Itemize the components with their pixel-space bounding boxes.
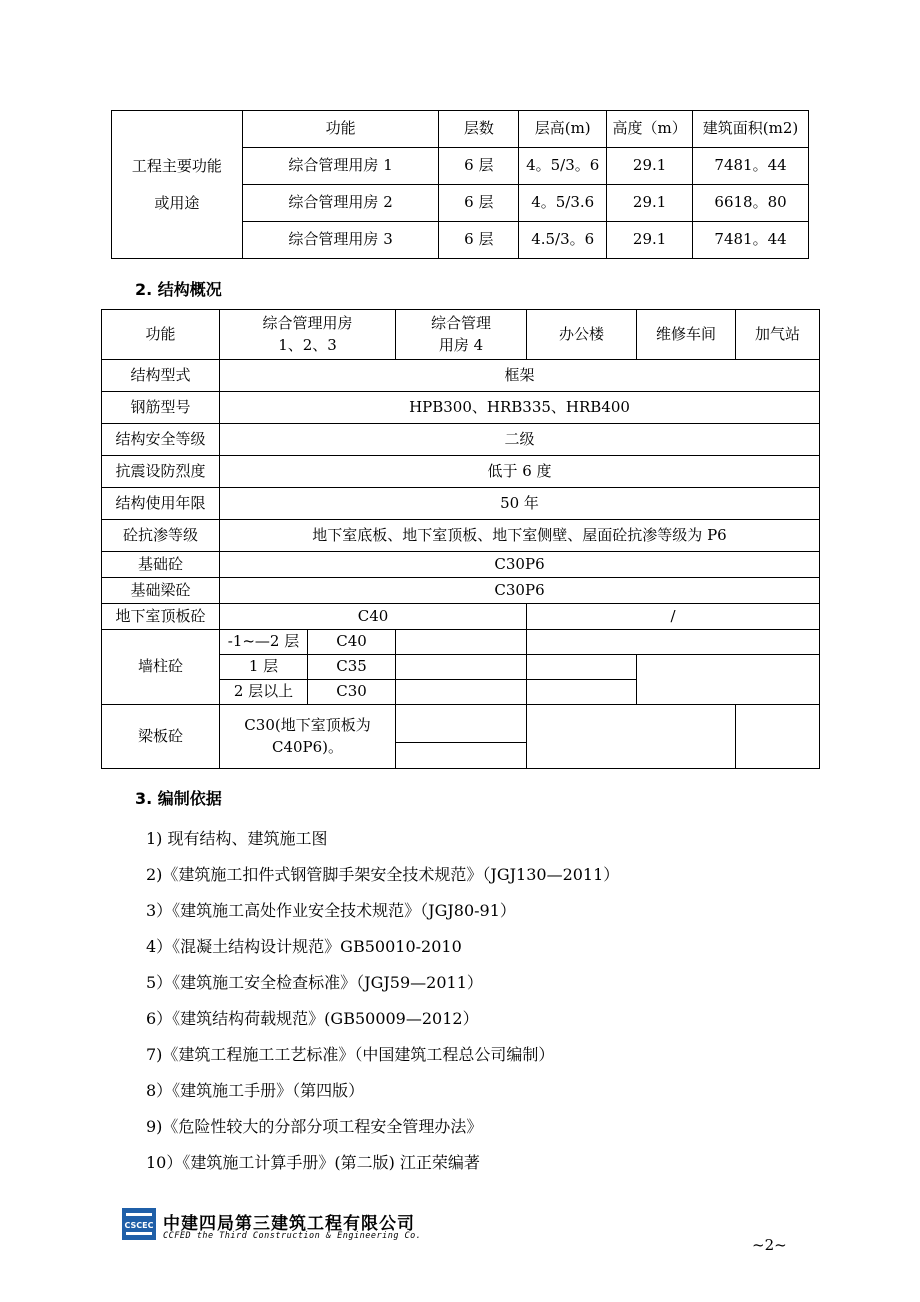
row-label: 钢筋型号 [102, 392, 220, 424]
function-row-label [112, 111, 243, 259]
page-number: ~2~ [752, 1236, 787, 1254]
row-label: 结构使用年限 [102, 488, 220, 520]
function-table [111, 110, 809, 259]
header-admin-1-3 [220, 310, 396, 360]
header-floors: 层数 [439, 111, 519, 148]
row-label: 基础砼 [102, 552, 220, 578]
cell-floor-height: 4。5/3。6 [519, 148, 607, 185]
reference-item: 8）《建筑施工手册》（第四版） [146, 1081, 365, 1100]
table-row [102, 630, 820, 655]
empty-cell [527, 655, 637, 680]
row-label: 结构型式 [102, 360, 220, 392]
header-function: 功能 [102, 310, 220, 360]
header-floor-height: 层高(m) [519, 111, 607, 148]
header-gas-station: 加气站 [736, 310, 820, 360]
wall-floor-cell: 2 层以上 [220, 680, 308, 705]
cell-height: 29.1 [607, 222, 693, 259]
table-row [102, 488, 820, 520]
row-label: 砼抗渗等级 [102, 520, 220, 552]
function-row-label-line1: 工程主要功能 [131, 156, 222, 175]
row-label: 抗震设防烈度 [102, 456, 220, 488]
beam-slab-value-line1: C30(地下室顶板为 [244, 715, 371, 734]
row-value: C30P6 [220, 552, 820, 578]
row-value: 50 年 [220, 488, 820, 520]
row-label: 地下室顶板砼 [102, 604, 220, 630]
wall-grade-cell: C30 [308, 680, 396, 705]
reference-item: 9)《危险性较大的分部分项工程安全管理办法》 [146, 1117, 483, 1136]
header-area: 建筑面积(m2) [693, 111, 809, 148]
wall-grade-cell: C35 [308, 655, 396, 680]
empty-cell [527, 630, 820, 655]
cell-area: 7481。44 [693, 222, 809, 259]
row-value: C30P6 [220, 578, 820, 604]
table-row [102, 520, 820, 552]
cell-area: 6618。80 [693, 185, 809, 222]
cell-building: 综合管理用房 1 [242, 148, 439, 185]
row-label: 基础梁砼 [102, 578, 220, 604]
cell-building: 综合管理用房 3 [242, 222, 439, 259]
section-2-title: 2. 结构概况 [135, 280, 222, 299]
table-row [102, 360, 820, 392]
reference-item: 1) 现有结构、建筑施工图 [146, 829, 328, 848]
row-value: 低于 6 度 [220, 456, 820, 488]
section-3-title: 3. 编制依据 [135, 789, 222, 808]
cell-building: 综合管理用房 2 [242, 185, 439, 222]
row-label: 梁板砼 [102, 705, 220, 769]
table-row [102, 424, 820, 456]
reference-item: 2)《建筑施工扣件式钢管脚手架安全技术规范》（JGJ130—2011） [146, 865, 620, 884]
empty-cell [396, 630, 527, 655]
header-function: 功能 [242, 111, 439, 148]
empty-cell [527, 680, 637, 705]
cell-floor-height: 4。5/3.6 [519, 185, 607, 222]
header-admin-4 [396, 310, 527, 360]
empty-cell [396, 680, 527, 705]
cell-floors: 6 层 [439, 148, 519, 185]
table-row [102, 705, 820, 743]
beam-slab-value [220, 705, 396, 769]
row-label: 结构安全等级 [102, 424, 220, 456]
company-name-en: CCFED the Third Construction & Engineering Co. [163, 1231, 422, 1241]
header-admin-4-line2: 用房 4 [438, 335, 484, 354]
row-value: 地下室底板、地下室顶板、地下室侧壁、屋面砼抗渗等级为 P6 [220, 520, 820, 552]
empty-cell [396, 655, 527, 680]
cell-height: 29.1 [607, 185, 693, 222]
reference-item: 3）《建筑施工高处作业安全技术规范》（JGJ80-91） [146, 901, 516, 920]
header-workshop: 维修车间 [637, 310, 736, 360]
header-height: 高度（m） [607, 111, 693, 148]
cell-floors: 6 层 [439, 185, 519, 222]
reference-item: 10）《建筑施工计算手册》(第二版) 江正荣编著 [146, 1153, 480, 1172]
logo-text: CSCEC [124, 1221, 154, 1230]
table-row [102, 552, 820, 578]
structure-header-row [102, 310, 820, 360]
wall-floor-cell: 1 层 [220, 655, 308, 680]
reference-item: 5）《建筑施工安全检查标准》（JGJ59—2011） [146, 973, 483, 992]
reference-item: 7)《建筑工程施工工艺标准》（中国建筑工程总公司编制） [146, 1045, 555, 1064]
table-row [102, 456, 820, 488]
row-value-other: / [527, 604, 820, 630]
cell-area: 7481。44 [693, 148, 809, 185]
reference-item: 6）《建筑结构荷载规范》(GB50009—2012） [146, 1009, 479, 1028]
beam-slab-value-line2: C40P6)。 [271, 737, 344, 756]
row-value: 二级 [220, 424, 820, 456]
row-value: HPB300、HRB335、HRB400 [220, 392, 820, 424]
company-name-cn: 中建四局第三建筑工程有限公司 [163, 1214, 415, 1234]
empty-cell [736, 705, 820, 769]
cell-height: 29.1 [607, 148, 693, 185]
function-row-label-line2: 或用途 [154, 193, 200, 212]
table-row [102, 578, 820, 604]
empty-cell [396, 705, 527, 743]
empty-cell [396, 743, 527, 769]
table-row [102, 604, 820, 630]
empty-cell [527, 705, 736, 769]
wall-floor-cell: -1~—2 层 [220, 630, 308, 655]
header-admin-1-3-line2: 1、2、3 [278, 335, 337, 354]
structure-table [101, 309, 820, 769]
company-logo-icon [122, 1208, 156, 1240]
row-value: 框架 [220, 360, 820, 392]
wall-grade-cell: C40 [308, 630, 396, 655]
header-admin-1-3-line1: 综合管理用房 [262, 313, 353, 332]
cell-floors: 6 层 [439, 222, 519, 259]
table-row [102, 392, 820, 424]
row-value: C40 [220, 604, 527, 630]
cell-floor-height: 4.5/3。6 [519, 222, 607, 259]
reference-item: 4）《混凝土结构设计规范》GB50010-2010 [146, 937, 462, 956]
header-admin-4-line1: 综合管理 [431, 313, 492, 332]
header-office: 办公楼 [527, 310, 637, 360]
row-label: 墙柱砼 [102, 630, 220, 705]
empty-cell [637, 655, 820, 705]
